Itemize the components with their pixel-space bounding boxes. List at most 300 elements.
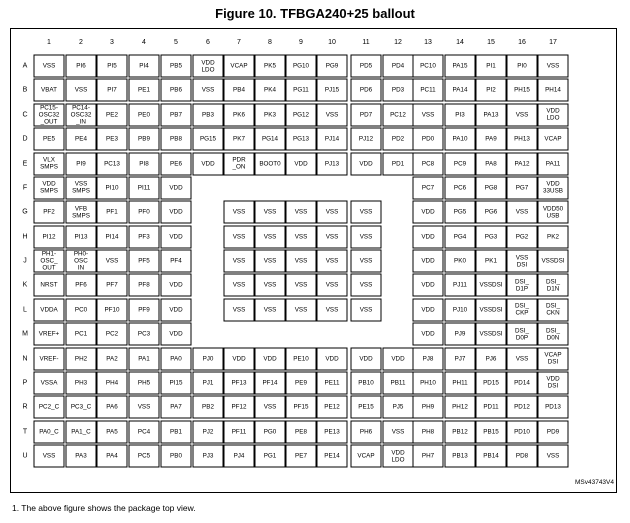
row-label: D — [22, 135, 28, 143]
ball-cell: PJ2 — [193, 420, 224, 443]
ball-cell: VDD50 USB — [538, 201, 569, 224]
ball-cell: VSS — [317, 201, 348, 224]
ball-cell: PD14 — [507, 371, 538, 394]
ball-cell: VSS — [351, 201, 382, 224]
ball-cell: PB1 — [161, 420, 192, 443]
ball-cell: VBAT — [34, 79, 65, 102]
ball-cell: VSS — [255, 274, 286, 297]
ball-cell: PI3 — [445, 103, 476, 126]
ball-cell: PI6 — [66, 55, 97, 78]
ball-cell: VCAP DSI — [538, 347, 569, 370]
row-label: N — [22, 355, 28, 362]
ball-cell: VSS — [255, 225, 286, 248]
ball-cell: PA11 — [538, 152, 569, 175]
column-header: 12 — [394, 39, 402, 46]
ball-cell: PC15- OSC32 _OUT — [34, 103, 65, 126]
ball-cell: PB3 — [193, 103, 224, 126]
ball-cell: PD15 — [476, 371, 507, 394]
ball-cell: PB15 — [476, 420, 507, 443]
ball-cell: PG5 — [445, 201, 476, 224]
ball-cell: PD6 — [351, 79, 382, 102]
row-label: A — [22, 62, 28, 70]
ball-cell: VDD — [161, 225, 192, 248]
ball-cell: VDD LDO — [538, 103, 569, 126]
ball-cell: PE7 — [286, 445, 317, 468]
ball-cell: VDD LDO — [193, 55, 224, 78]
ball-cell: PD4 — [383, 55, 414, 78]
ball-cell: PK2 — [538, 225, 569, 248]
ball-cell: PI14 — [97, 225, 128, 248]
column-header: 11 — [362, 39, 370, 46]
ball-cell: VSS — [66, 79, 97, 102]
ball-cell: VDD — [413, 225, 444, 248]
row-label: H — [22, 233, 28, 241]
ball-cell: VDD 33USB — [538, 176, 569, 199]
ball-cell: PB14 — [476, 445, 507, 468]
ball-cell: PI1 — [476, 55, 507, 78]
ball-cell: VSS — [34, 445, 65, 468]
ball-cell: VDD — [351, 152, 382, 175]
ball-cell: VDD — [161, 298, 192, 321]
ball-cell: PI5 — [97, 55, 128, 78]
ball-cell: VSS — [351, 274, 382, 297]
ball-cell: PC4 — [129, 420, 160, 443]
ball-cell: PE15 — [351, 396, 382, 419]
ball-cell: PF11 — [224, 420, 255, 443]
ball-cell: PE0 — [129, 103, 160, 126]
ball-cell: PG2 — [507, 225, 538, 248]
ball-cell: PD8 — [507, 445, 538, 468]
ball-cell: PH2 — [66, 347, 97, 370]
ball-cell: PJ12 — [351, 128, 382, 151]
ball-cell: VDD — [193, 152, 224, 175]
ball-cell: VSS — [507, 201, 538, 224]
ball-cell: PC5 — [129, 445, 160, 468]
ball-cell: VSS — [129, 396, 160, 419]
ball-cell: PI8 — [129, 152, 160, 175]
row-label: T — [22, 428, 28, 436]
ball-cell: PG12 — [286, 103, 317, 126]
row-label: J — [23, 257, 27, 265]
row-label: G — [22, 208, 28, 216]
ball-cell: DSI_ D0P — [507, 323, 538, 346]
ball-cell: PK1 — [476, 250, 507, 273]
ball-cell: PK3 — [255, 103, 286, 126]
ball-cell: PH1- OSC_ OUT — [34, 250, 65, 273]
ball-cell: PG3 — [476, 225, 507, 248]
ball-cell: VSS — [383, 420, 414, 443]
ball-cell: PE6 — [161, 152, 192, 175]
ball-cell: PK4 — [255, 79, 286, 102]
row-label: B — [22, 86, 28, 94]
ball-cell: PD9 — [538, 420, 569, 443]
ball-cell: VCAP — [351, 445, 382, 468]
ball-cell: PG14 — [255, 128, 286, 151]
ball-cell: DSI_ CKP — [507, 298, 538, 321]
ball-cell: VDD — [413, 323, 444, 346]
ball-cell: PJ1 — [193, 371, 224, 394]
ball-cell: VSS — [538, 55, 569, 78]
ball-cell: PJ8 — [413, 347, 444, 370]
ball-cell: PA0 — [161, 347, 192, 370]
ball-cell: PC3 — [129, 323, 160, 346]
ball-cell: PH7 — [413, 445, 444, 468]
row-label: P — [22, 379, 28, 387]
ball-cell: VSS — [255, 298, 286, 321]
ball-cell: VREF+ — [34, 323, 65, 346]
ball-cell: PA5 — [97, 420, 128, 443]
ball-cell: VSS — [224, 298, 255, 321]
column-header: 1 — [47, 39, 51, 46]
column-header: 3 — [110, 39, 114, 46]
figure-title: Figure 10. TFBGA240+25 ballout — [215, 6, 415, 21]
ball-cell: PJ4 — [224, 445, 255, 468]
ball-cell: PDR _ON — [224, 152, 255, 175]
ball-cell: PI11 — [129, 176, 160, 199]
ball-cell: VSS SMPS — [66, 176, 97, 199]
ball-cell: NRST — [34, 274, 65, 297]
ball-cell: PJ11 — [445, 274, 476, 297]
ball-cell: VDD — [413, 274, 444, 297]
ball-cell: VDD — [351, 347, 382, 370]
ball-cell: VSSDSI — [476, 298, 507, 321]
ball-cell: PD5 — [351, 55, 382, 78]
ball-cell: PB7 — [161, 103, 192, 126]
ball-cell: PJ3 — [193, 445, 224, 468]
ball-cell: PG6 — [476, 201, 507, 224]
ball-cell: VSSDSI — [476, 323, 507, 346]
ball-cell: PJ14 — [317, 128, 348, 151]
column-header: 16 — [518, 39, 526, 46]
ball-cell: VDD — [161, 201, 192, 224]
ball-cell: PE4 — [66, 128, 97, 151]
column-header: 15 — [487, 39, 495, 46]
ball-cell: PC8 — [413, 152, 444, 175]
ball-cell: PH0- OSC IN — [66, 250, 97, 273]
ball-cell: PF9 — [129, 298, 160, 321]
ball-cell: PH14 — [538, 79, 569, 102]
ball-cell: PK7 — [224, 128, 255, 151]
ball-cell: PC11 — [413, 79, 444, 102]
ball-cell: PG15 — [193, 128, 224, 151]
ball-cell: PK5 — [255, 55, 286, 78]
ball-cell: VSS — [34, 55, 65, 78]
ball-cell: VREF- — [34, 347, 65, 370]
ball-cell: PA0_C — [34, 420, 65, 443]
footnote: 1. The above figure shows the package top view. — [12, 503, 196, 513]
ball-cell: PG1 — [255, 445, 286, 468]
ball-cell: PC1 — [66, 323, 97, 346]
ball-cell: VCAP — [224, 55, 255, 78]
ball-cell: PE3 — [97, 128, 128, 151]
ball-cell: DSI_ D1N — [538, 274, 569, 297]
ball-cell: VSS — [317, 103, 348, 126]
ball-cell: PF7 — [97, 274, 128, 297]
ball-cell: PE9 — [286, 371, 317, 394]
ball-cell: VSS — [351, 298, 382, 321]
row-label: L — [23, 306, 27, 314]
ball-cell: VSS — [351, 250, 382, 273]
ball-cell: PG13 — [286, 128, 317, 151]
ball-cell: PA12 — [507, 152, 538, 175]
ball-cell: PF13 — [224, 371, 255, 394]
ball-cell: PE14 — [317, 445, 348, 468]
ball-cell: PG7 — [507, 176, 538, 199]
column-header: 13 — [424, 39, 432, 46]
ball-cell: PJ7 — [445, 347, 476, 370]
ball-cell: PE1 — [129, 79, 160, 102]
ball-cell: PF10 — [97, 298, 128, 321]
ball-cell: PC6 — [445, 176, 476, 199]
ball-cell: PA6 — [97, 396, 128, 419]
ball-cell: VDDA — [34, 298, 65, 321]
ball-cell: PA7 — [161, 396, 192, 419]
ball-cell: VDD DSI — [538, 371, 569, 394]
ball-cell: PD7 — [351, 103, 382, 126]
ball-cell: PI0 — [507, 55, 538, 78]
ball-cell: PA1_C — [66, 420, 97, 443]
ball-cell: PB9 — [129, 128, 160, 151]
ball-cell: PI2 — [476, 79, 507, 102]
ball-cell: PH3 — [66, 371, 97, 394]
ball-cell: PJ10 — [445, 298, 476, 321]
ball-cell: VSS — [193, 79, 224, 102]
ball-cell: VSS — [224, 274, 255, 297]
ball-cell: VSSDSI — [476, 274, 507, 297]
ball-cell: PB10 — [351, 371, 382, 394]
ball-cell: PE11 — [317, 371, 348, 394]
ball-cell: VSS — [286, 298, 317, 321]
row-label: R — [22, 403, 28, 411]
ball-cell: PG10 — [286, 55, 317, 78]
ball-cell: PB4 — [224, 79, 255, 102]
ball-cell: PG0 — [255, 420, 286, 443]
row-label: C — [22, 111, 28, 119]
ball-cell: VSS — [317, 225, 348, 248]
row-label: M — [22, 330, 28, 338]
ball-cell: PC3_C — [66, 396, 97, 419]
column-header: 7 — [237, 39, 241, 46]
ball-cell: PG8 — [476, 176, 507, 199]
ball-cell: PF12 — [224, 396, 255, 419]
ball-cell: PB2 — [193, 396, 224, 419]
ball-cell: VDD — [317, 347, 348, 370]
ball-cell: PB6 — [161, 79, 192, 102]
ball-cell: VDD — [161, 323, 192, 346]
figure-reference: MSv43743V4 — [574, 479, 614, 486]
ball-cell: PF15 — [286, 396, 317, 419]
ball-cell: PH13 — [507, 128, 538, 151]
ball-cell: PD2 — [383, 128, 414, 151]
ball-cell: PC2_C — [34, 396, 65, 419]
ball-cell: PF2 — [34, 201, 65, 224]
ball-cell: VDD — [224, 347, 255, 370]
ball-cell: PF5 — [129, 250, 160, 273]
ball-cell: VSS — [286, 250, 317, 273]
ball-cell: VSS — [224, 201, 255, 224]
ball-cell: PJ13 — [317, 152, 348, 175]
ball-cell: PB0 — [161, 445, 192, 468]
ball-cell: VSS — [255, 396, 286, 419]
ball-cell: PJ6 — [476, 347, 507, 370]
ball-cell: VSS — [224, 225, 255, 248]
ball-cell: PB5 — [161, 55, 192, 78]
ball-cell: DSI_ D0N — [538, 323, 569, 346]
column-header: 4 — [142, 39, 146, 46]
ball-cell: PH6 — [351, 420, 382, 443]
ball-cell: VSS — [507, 103, 538, 126]
ball-cell: PD12 — [507, 396, 538, 419]
ball-cell: PJ5 — [383, 396, 414, 419]
ball-cell: PB12 — [445, 420, 476, 443]
ball-cell: PE2 — [97, 103, 128, 126]
ball-cell: PI9 — [66, 152, 97, 175]
ball-cell: VSS — [224, 250, 255, 273]
ball-cell: DSI_ D1P — [507, 274, 538, 297]
ball-cell: PB11 — [383, 371, 414, 394]
ball-cell: VSS — [255, 201, 286, 224]
ball-cell: PH12 — [445, 396, 476, 419]
ball-cell: PC7 — [413, 176, 444, 199]
ball-cell: VFB SMPS — [66, 201, 97, 224]
ball-cell: PC0 — [66, 298, 97, 321]
column-header: 5 — [174, 39, 178, 46]
ball-cell: PJ15 — [317, 79, 348, 102]
ball-cell: PF3 — [129, 225, 160, 248]
row-label: F — [22, 184, 28, 192]
column-header: 14 — [456, 39, 464, 46]
ball-cell: PH15 — [507, 79, 538, 102]
ball-cell: PH5 — [129, 371, 160, 394]
ball-cell: VSS — [255, 250, 286, 273]
ball-cell: VSS — [351, 225, 382, 248]
ball-cell: VSS DSI — [507, 250, 538, 273]
ball-cell: VSS — [317, 274, 348, 297]
ball-cell: PD0 — [413, 128, 444, 151]
ball-cell: PD11 — [476, 396, 507, 419]
ball-cell: VDD — [161, 274, 192, 297]
ball-cell: PC13 — [97, 152, 128, 175]
ball-cell: PC12 — [383, 103, 414, 126]
column-header: 10 — [328, 39, 336, 46]
ball-cell: PF14 — [255, 371, 286, 394]
ball-cell: VLX SMPS — [34, 152, 65, 175]
ball-cell: VSSA — [34, 371, 65, 394]
ball-cell: VSS — [97, 250, 128, 273]
ball-cell: PH9 — [413, 396, 444, 419]
ball-cell: PH10 — [413, 371, 444, 394]
ball-cell: PD1 — [383, 152, 414, 175]
ball-cell: PF6 — [66, 274, 97, 297]
ball-cell: PA1 — [129, 347, 160, 370]
ball-cell: PC10 — [413, 55, 444, 78]
ball-cell: PE10 — [286, 347, 317, 370]
ball-cell: PE5 — [34, 128, 65, 151]
ball-cell: VDD — [413, 201, 444, 224]
ball-cell: PK0 — [445, 250, 476, 273]
ball-cell: PJ0 — [193, 347, 224, 370]
ball-cell: PJ9 — [445, 323, 476, 346]
row-label: U — [22, 452, 28, 460]
ball-cell: PA15 — [445, 55, 476, 78]
ball-cell: VSSDSI — [538, 250, 569, 273]
ball-cell: PD3 — [383, 79, 414, 102]
ball-cell: VSS — [286, 201, 317, 224]
ball-cell: PA4 — [97, 445, 128, 468]
ball-cell: VSS — [413, 103, 444, 126]
ball-cell: PE12 — [317, 396, 348, 419]
ball-cell: PC9 — [445, 152, 476, 175]
column-header: 17 — [549, 39, 557, 46]
ball-cell: VDD — [383, 347, 414, 370]
ball-cell: PI4 — [129, 55, 160, 78]
ball-cell: PH8 — [413, 420, 444, 443]
ball-cell: PA13 — [476, 103, 507, 126]
ball-cell: PB13 — [445, 445, 476, 468]
ball-cell: DSI_ CKN — [538, 298, 569, 321]
ball-cell: PI13 — [66, 225, 97, 248]
ball-cell: PE8 — [286, 420, 317, 443]
ball-cell: VDD — [413, 250, 444, 273]
row-label: K — [22, 281, 28, 289]
ball-cell: PA9 — [476, 128, 507, 151]
ball-cell: PI12 — [34, 225, 65, 248]
ball-cell: PI7 — [97, 79, 128, 102]
ball-cell: VDD — [255, 347, 286, 370]
column-header: 6 — [206, 39, 210, 46]
ball-cell: VCAP — [538, 128, 569, 151]
column-header: 2 — [79, 39, 83, 46]
ball-cell: PB8 — [161, 128, 192, 151]
ball-cell: PD13 — [538, 396, 569, 419]
ball-cell: VSS — [286, 274, 317, 297]
ball-cell: VSS — [286, 225, 317, 248]
ball-cell: PA8 — [476, 152, 507, 175]
ball-cell: PH11 — [445, 371, 476, 394]
ball-cell: PI15 — [161, 371, 192, 394]
ball-cell: PG11 — [286, 79, 317, 102]
ball-cell: PI10 — [97, 176, 128, 199]
ball-cell: PF0 — [129, 201, 160, 224]
ball-cell: PE13 — [317, 420, 348, 443]
ball-cell: PF1 — [97, 201, 128, 224]
ball-cell: PA14 — [445, 79, 476, 102]
ball-cell: PA10 — [445, 128, 476, 151]
ball-cell: VDD — [286, 152, 317, 175]
ball-cell: BOOT0 — [255, 152, 286, 175]
ball-cell: VDD — [413, 298, 444, 321]
ball-cell: PC14- OSC32 _IN — [66, 103, 97, 126]
ball-cell: PD10 — [507, 420, 538, 443]
ball-cell: VSS — [317, 298, 348, 321]
ball-cell: PG4 — [445, 225, 476, 248]
ball-cell: VSS — [317, 250, 348, 273]
ball-cell: VSS — [538, 445, 569, 468]
ball-cell: PK6 — [224, 103, 255, 126]
ball-cell: PA2 — [97, 347, 128, 370]
ball-cell: VDD LDO — [383, 445, 414, 468]
ball-cell: PH4 — [97, 371, 128, 394]
ball-cell: PG9 — [317, 55, 348, 78]
ball-cell: VSS — [507, 347, 538, 370]
column-header: 8 — [268, 39, 272, 46]
row-label: E — [22, 160, 28, 167]
ball-cell: PC2 — [97, 323, 128, 346]
ball-cell: PF4 — [161, 250, 192, 273]
ball-cell: PF8 — [129, 274, 160, 297]
ball-cell: PA3 — [66, 445, 97, 468]
column-header: 9 — [299, 39, 303, 46]
